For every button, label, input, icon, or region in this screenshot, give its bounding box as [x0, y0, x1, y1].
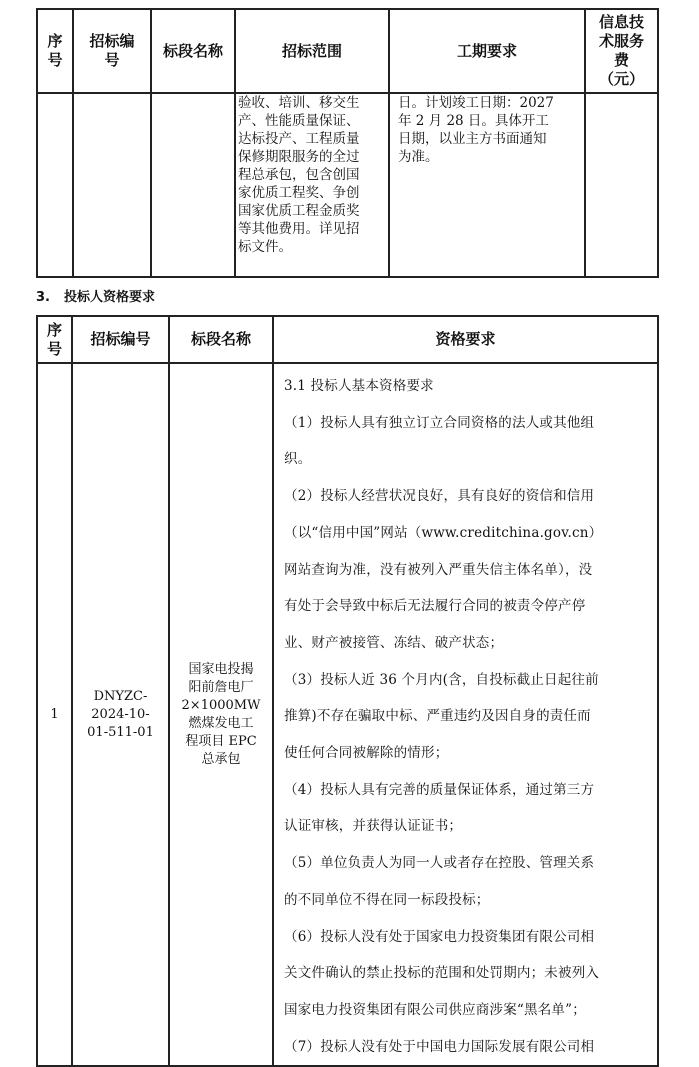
requirement-line: 有处于会导致中标后无法履行合同的被责令停产停: [284, 598, 586, 615]
requirement-line: 网站查询为准，没有被列入严重失信主体名单），没: [284, 561, 593, 578]
requirement-line: （5）单位负责人为同一人或者存在控股、管理关系: [284, 855, 595, 872]
header-bid-scope: 招标范围: [235, 9, 389, 93]
section-heading: [36, 286, 155, 305]
header-section-name: 标段名称: [151, 9, 235, 93]
header-it-fee: 信息技 术服务 费 （元）: [585, 9, 658, 93]
table-header-row: [37, 9, 658, 93]
header-section-name: 标段名称: [169, 316, 273, 363]
cell-seq: [37, 93, 73, 277]
requirement-line: （以“信用中国”网站（www.creditchina.gov.cn）: [284, 524, 603, 541]
cell-scope: 验收、培训、移交生 产、性能质量保证、 达标投产、工程质量 保修期限服务的全过 程总承包，包含创国 家优质工程奖、争创 国家优质工程金质奖 等其他费用。详见招 标文件。: [235, 93, 389, 277]
cell-name: [151, 93, 235, 277]
requirement-line: （6）投标人没有处于国家电力投资集团有限公司相: [284, 928, 595, 945]
table-header-row: [37, 316, 658, 363]
header-seq: 序 号: [37, 9, 73, 93]
cell-code: DNYZC- 2024-10- 01-511-01: [72, 363, 169, 1066]
table-row: [37, 363, 658, 1066]
requirement-line: 认证审核，并获得认证证书；: [284, 818, 463, 835]
requirement-line: （4）投标人具有完善的质量保证体系，通过第三方: [284, 781, 595, 798]
table-row: [37, 93, 658, 277]
cell-name: 国家电投揭 阳前詹电厂 2×1000MW 燃煤发电工 程项目 EPC 总承包: [169, 363, 273, 1066]
requirement-line: （3）投标人近 36 个月内(含，自投标截止日起往前: [284, 671, 599, 688]
header-seq: 序 号: [37, 316, 72, 363]
requirement-line: 推算)不存在骗取中标、严重违约及因自身的责任而: [284, 708, 591, 725]
requirement-line: （1）投标人具有独立订立合同资格的法人或其他组: [284, 414, 595, 431]
section-number: 3.: [36, 290, 50, 305]
requirement-line: （7）投标人没有处于中国电力国际发展有限公司相: [284, 1038, 595, 1055]
cell-period: 日。计划竣工日期：2027 年 2 月 28 日。具体开工 日期，以业主方书面通知 为准。: [389, 93, 585, 277]
requirement-line: 关文件确认的禁止投标的范围和处罚期内；未被列入: [284, 965, 600, 982]
header-period: 工期要求: [389, 9, 585, 93]
bid-scope-table: [36, 8, 659, 278]
cell-code: [73, 93, 151, 277]
requirement-line: （2）投标人经营状况良好，具有良好的资信和信用: [284, 488, 595, 505]
cell-requirements: [273, 363, 658, 1066]
requirement-line: 的不同单位不得在同一标段投标；: [284, 891, 490, 908]
requirement-line: 3.1 投标人基本资格要求: [284, 378, 434, 394]
qualification-table: [36, 315, 659, 1067]
section-title: 投标人资格要求: [63, 290, 155, 305]
requirement-line: 织。: [284, 451, 312, 468]
header-bid-code: 招标编 号: [73, 9, 151, 93]
cell-fee: [585, 93, 658, 277]
header-bid-code: 招标编号: [72, 316, 169, 363]
requirements-list: [284, 368, 651, 1065]
requirement-line: 国家电力投资集团有限公司供应商涉案“黑名单”；: [284, 1001, 586, 1018]
requirement-line: 业、财产被接管、冻结、破产状态；: [284, 634, 504, 651]
header-qualification: 资格要求: [273, 316, 658, 363]
cell-seq: 1: [37, 363, 72, 1066]
requirement-line: 使任何合同被解除的情形；: [284, 745, 449, 762]
